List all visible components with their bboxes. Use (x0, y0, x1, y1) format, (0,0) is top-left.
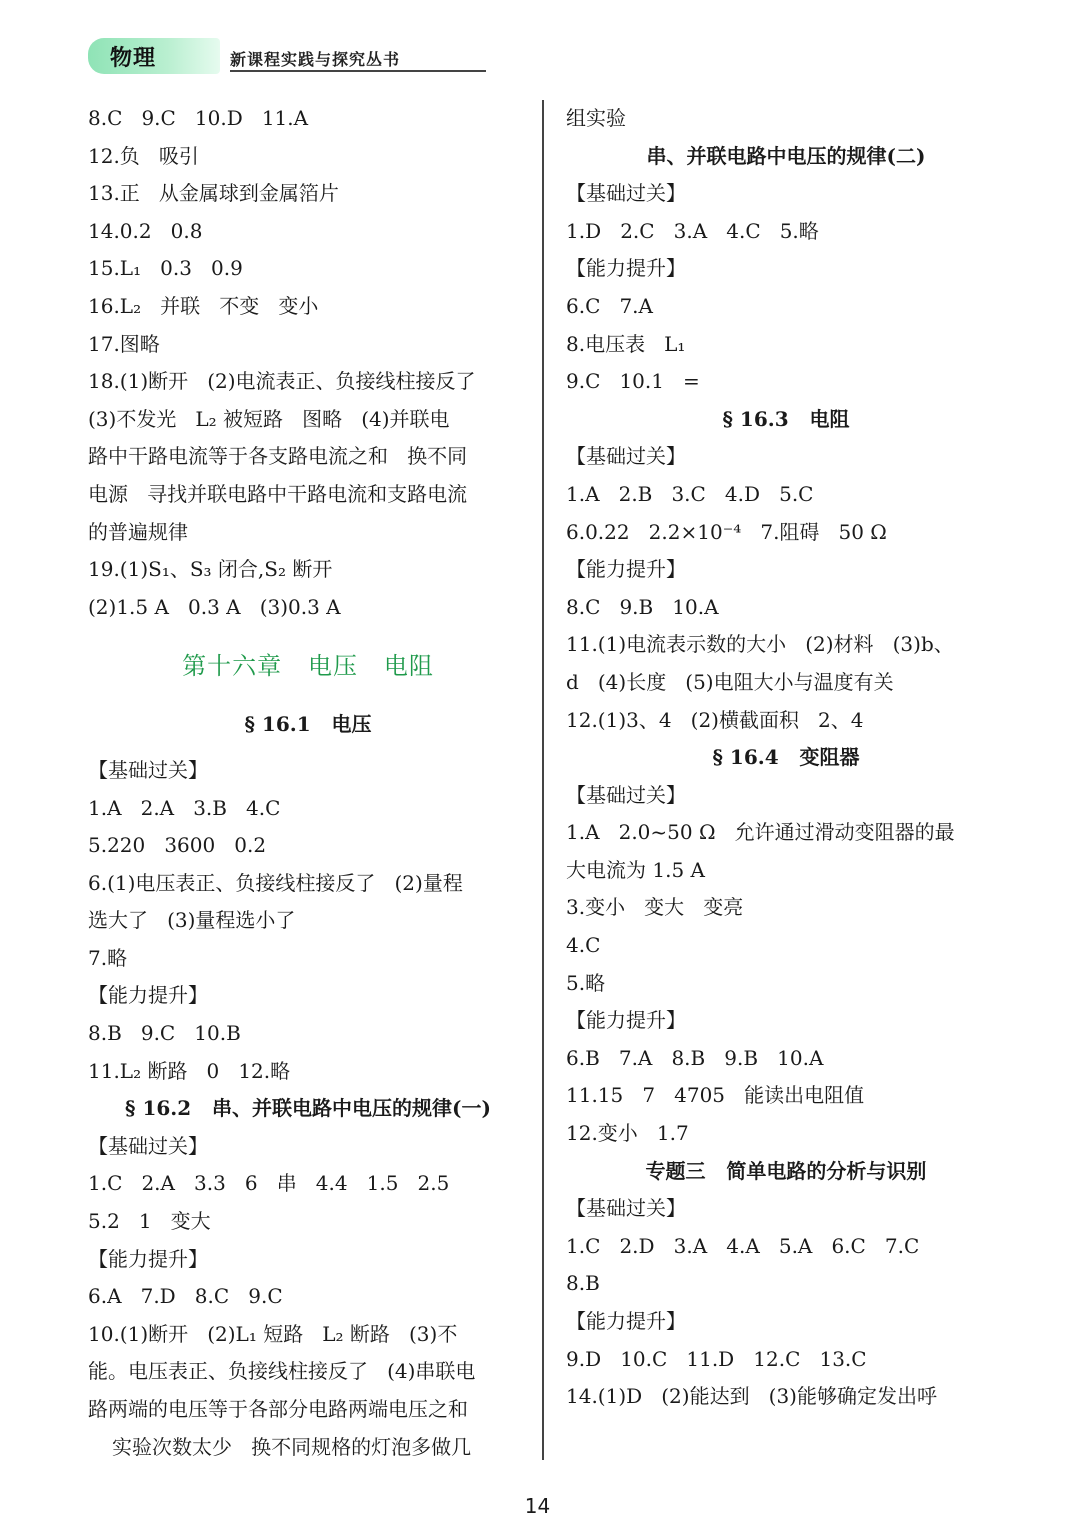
section-heading: 专题三 简单电路的分析与识别 (645, 1158, 927, 1183)
header-rule (230, 70, 486, 72)
answer-line: 12.(1)3、4 (2)横截面积 2、4 (566, 707, 864, 732)
section-heading: 串、并联电路中电压的规律(二) (646, 143, 926, 168)
answer-line: 实验次数太少 换不同规格的灯泡多做几 (112, 1434, 472, 1459)
subsection-label: 【能力提升】 (566, 256, 686, 281)
answer-line: 16.L₂ 并联 不变 变小 (88, 293, 319, 318)
answer-line: 18.(1)断开 (2)电流表正、负接线柱接反了 (88, 369, 476, 394)
subsection-label: 【能力提升】 (88, 1246, 208, 1271)
answer-line: 1.C 2.A 3.3 6 串 4.4 1.5 2.5 (88, 1171, 450, 1196)
answer-line: 1.A 2.0~50 Ω 允许通过滑动变阻器的最 (566, 820, 955, 845)
answer-line: 8.B (566, 1271, 600, 1296)
subsection-label: 【基础过关】 (566, 181, 686, 206)
answer-line: 11.15 7 4705 能读出电阻值 (566, 1083, 865, 1108)
answer-line: 5.2 1 变大 (88, 1209, 211, 1234)
answer-line: 19.(1)S₁、S₃ 闭合,S₂ 断开 (88, 557, 333, 582)
answer-line: 14.0.2 0.8 (88, 218, 203, 243)
answer-line: 6.B 7.A 8.B 9.B 10.A (566, 1045, 824, 1070)
answer-line: 电源 寻找并联电路中干路电流和支路电流 (88, 481, 468, 506)
answer-line: 9.D 10.C 11.D 12.C 13.C (566, 1346, 867, 1371)
answer-line: 6.A 7.D 8.C 9.C (88, 1284, 283, 1309)
subsection-label: 【基础过关】 (566, 782, 686, 807)
answer-line: 1.C 2.D 3.A 4.A 5.A 6.C 7.C (566, 1233, 920, 1258)
answer-line: 9.C 10.1 = (566, 369, 700, 394)
page-number: 14 (524, 1494, 551, 1518)
answer-line: d (4)长度 (5)电阻大小与温度有关 (566, 669, 894, 694)
subsection-label: 【能力提升】 (566, 1309, 686, 1333)
answer-line: 6.0.22 2.2×10⁻⁴ 7.阻碍 50 Ω (566, 519, 887, 544)
right-column (566, 100, 1006, 1416)
answer-line: 17.图略 (88, 331, 160, 356)
answer-line: 8.C 9.B 10.A (566, 594, 719, 619)
chapter-title: 第十六章 电压 电阻 (182, 652, 434, 681)
answer-line: 组实验 (566, 106, 626, 130)
answer-line: (2)1.5 A 0.3 A (3)0.3 A (88, 594, 341, 619)
subsection-label: 【基础过关】 (88, 757, 208, 782)
subsection-label: 【基础过关】 (88, 1133, 208, 1158)
series-title: 新课程实践与探究丛书 (230, 50, 401, 69)
answer-line: 15.L₁ 0.3 0.9 (88, 256, 243, 281)
section-heading: § 16.1 电压 (244, 712, 372, 737)
answer-line: 14.(1)D (2)能达到 (3)能够确定发出呼 (566, 1384, 937, 1409)
page-header (88, 38, 418, 74)
subsection-label: 【能力提升】 (566, 557, 686, 582)
section-heading: § 16.3 电阻 (722, 406, 850, 431)
answer-line: 1.D 2.C 3.A 4.C 5.略 (566, 218, 819, 243)
answer-line: 8.电压表 L₁ (566, 331, 686, 356)
answer-line: 7.略 (88, 945, 128, 970)
answer-line: 选大了 (3)量程选小了 (88, 908, 296, 933)
answer-line: 3.变小 变大 变亮 (566, 895, 744, 920)
answer-line: 11.L₂ 断路 0 12.略 (88, 1058, 291, 1083)
answer-line: 路中干路电流等于各支路电流之和 换不同 (88, 444, 468, 469)
answer-line: (3)不发光 L₂ 被短路 图略 (4)并联电 (88, 406, 450, 431)
subject-tab (88, 38, 220, 74)
subsection-label: 【能力提升】 (88, 983, 208, 1008)
section-heading: § 16.2 串、并联电路中电压的规律(一) (125, 1096, 491, 1121)
section-heading: § 16.4 变阻器 (712, 745, 860, 770)
answer-line: 能。电压表正、负接线柱接反了 (4)串联电 (88, 1359, 476, 1384)
answer-line: 12.变小 1.7 (566, 1121, 689, 1146)
subsection-label: 【基础过关】 (566, 1196, 686, 1221)
answer-line: 大电流为 1.5 A (566, 857, 705, 882)
column-divider (542, 100, 544, 1460)
answer-line: 6.C 7.A (566, 293, 653, 318)
subject-label: 物理 (110, 46, 157, 71)
answer-line: 1.A 2.A 3.B 4.C (88, 795, 281, 820)
answer-line: 1.A 2.B 3.C 4.D 5.C (566, 481, 814, 506)
answer-line: 路两端的电压等于各部分电路两端电压之和 (88, 1397, 468, 1421)
subsection-label: 【基础过关】 (566, 444, 686, 469)
answer-line: 的普遍规律 (88, 519, 188, 544)
subsection-label: 【能力提升】 (566, 1008, 686, 1033)
answer-line: 12.负 吸引 (88, 143, 199, 168)
answer-line: 10.(1)断开 (2)L₁ 短路 L₂ 断路 (3)不 (88, 1321, 458, 1346)
left-column (88, 100, 528, 1466)
answer-line: 5.220 3600 0.2 (88, 833, 267, 858)
answer-line: 6.(1)电压表正、负接线柱接反了 (2)量程 (88, 870, 463, 895)
answer-line: 11.(1)电流表示数的大小 (2)材料 (3)b、 (566, 632, 954, 657)
answer-line: 13.正 从金属球到金属箔片 (88, 181, 339, 206)
answer-line: 4.C (566, 933, 601, 958)
answer-line: 8.B 9.C 10.B (88, 1021, 241, 1046)
answer-line: 5.略 (566, 970, 606, 995)
answer-line: 8.C 9.C 10.D 11.A (88, 106, 309, 130)
